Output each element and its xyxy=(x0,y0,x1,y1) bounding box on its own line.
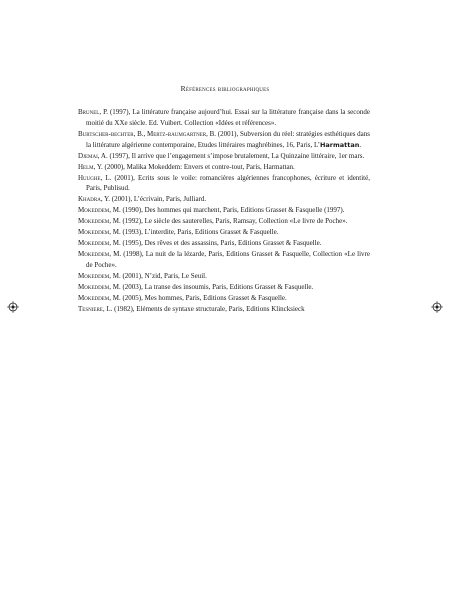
reference-item: Tesniere, L. (1982), Eléments de syntaxe structurale, Paris, Editions Klincksieck xyxy=(78,304,305,313)
registration-mark-icon xyxy=(7,301,19,313)
reference-item: Mokeddem, M. (1998), La nuit de la lézarde, Paris, Editions Grasset & Fasquelle, Collection «Le livre de Poche». xyxy=(78,250,370,270)
reference-item: Mokeddem, M. (1990), Des hommes qui marchent, Paris, Editions Grasset & Fasquelle (1997). xyxy=(78,206,345,215)
reference-item: Huughe, L. (2001), Ecrits sous le voile: romancières algériennes francophones, écriture et identité, Paris, Publisud. xyxy=(78,173,370,193)
section-heading: Références bibliographiques xyxy=(180,84,270,93)
reference-item: Mokeddem, M. (2003), La transe des insoumis, Paris, Editions Grasset & Fasquelle. xyxy=(78,283,314,291)
reference-item: Burtscher-bechter, B., Mertz-baumgartner, B. (2001), Subversion du réel: stratégies esthétiques dans la littérature algérienne contemporaine, Etudes littéraires maghrébines, 16, Paris, L’Harmattan. xyxy=(78,129,371,149)
reference-item: Khadra, Y. (2001), L’écrivain, Paris, Julliard. xyxy=(78,195,207,204)
handwritten-correction: Harmattan xyxy=(319,140,360,149)
reference-item: Djemai, A. (1997), Il arrive que l’engagement s’impose brutalement, La Quinzaine littéraire, 1er mars. xyxy=(78,151,365,160)
reference-item: Mokeddem, M. (2001), N’zid, Paris, Le Seuil. xyxy=(78,272,207,281)
reference-item: Mokeddem, M. (1992), Le siècle des sauterelles, Paris, Ramsay, Collection «Le livre de Poche». xyxy=(78,217,348,226)
registration-mark-icon xyxy=(431,301,443,313)
reference-item: Brunel, P. (1997), La littérature française aujourd’hui. Essai sur la littérature française dans la seconde moitié du XXe siècle. Ed. Vuibert. Collection «Idées et références». xyxy=(78,108,370,127)
reference-item: Helm, Y. (2000), Malika Mokeddem: Envers et contre-tout, Paris, Harmattan. xyxy=(78,162,295,171)
reference-item: Mokeddem, M. (1993), L’interdite, Paris, Editions Grasset & Fasquelle. xyxy=(78,228,279,237)
reference-item: Mokeddem, M. (1995), Des rêves et des assassins, Paris, Editions Grasset & Fasquelle. xyxy=(78,239,322,248)
reference-item: Mokeddem, M. (2005), Mes hommes, Paris, Editions Grasset & Fasquelle. xyxy=(78,293,287,302)
reference-list xyxy=(78,107,370,315)
